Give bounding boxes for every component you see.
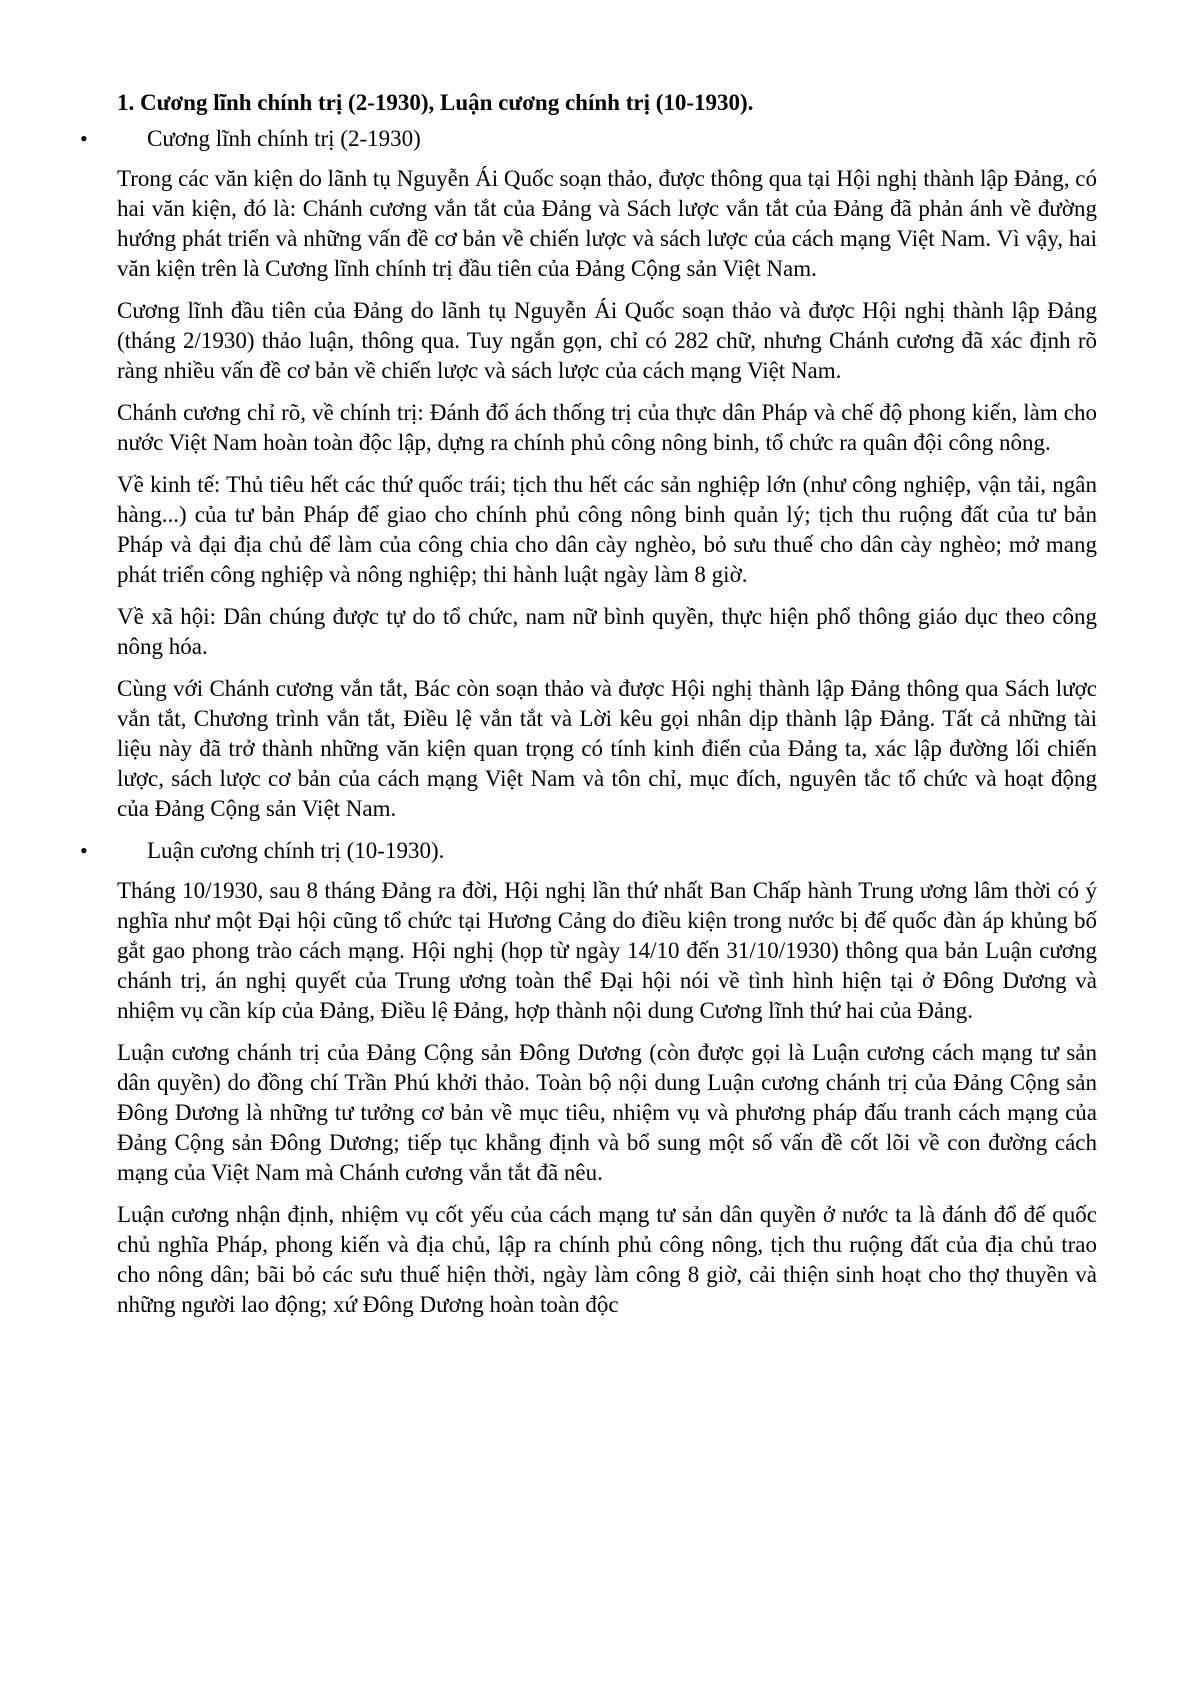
paragraph: Chánh cương chỉ rõ, về chính trị: Đánh đổ ách thống trị của thực dân Pháp và chế độ phong kiến, làm cho nước Việt Nam hoàn toàn độc lập, dựng ra chính phủ công nông binh, tổ chức ra quân đội công nông. xyxy=(117,400,1097,455)
bullet-title: Cương lĩnh chính trị (2-1930) xyxy=(147,126,421,151)
paragraph: Tháng 10/1930, sau 8 tháng Đảng ra đời, Hội nghị lần thứ nhất Ban Chấp hành Trung ương lâm thời có ý nghĩa như một Đại hội cũng tổ chức tại Hương Cảng do điều kiện trong nước bị đế quốc đàn áp khủng bố gắt gao phong trào cách mạng. Hội nghị (họp từ ngày 14/10 đến 31/10/1930) thông qua bản Luận cương chánh trị, án nghị quyết của Trung ương toàn thể Đại hội nói về tình hình hiện tại ở Đông Dương và nhiệm vụ cần kíp của Đảng, Điều lệ Đảng, hợp thành nội dung Cương lĩnh thứ hai của Đảng. xyxy=(117,878,1097,1023)
paragraph: Luận cương nhận định, nhiệm vụ cốt yếu của cách mạng tư sản dân quyền ở nước ta là đánh đổ đế quốc chủ nghĩa Pháp, phong kiến và địa chủ, lập ra chính phủ công nông, tịch thu ruộng đất của địa chủ trao cho nông dân; bãi bỏ các sưu thuế hiện thời, ngày làm công 8 giờ, cải thiện sinh hoạt cho thợ thuyền và những người lao động; xứ Đông Dương hoàn toàn độc xyxy=(117,1202,1097,1317)
bullet-item-luan-cuong xyxy=(80,836,1097,866)
paragraph: Cùng với Chánh cương vắn tắt, Bác còn soạn thảo và được Hội nghị thành lập Đảng thông qua Sách lược vắn tắt, Chương trình vắn tắt, Điều lệ vắn tắt và Lời kêu gọi nhân dịp thành lập Đảng. Tất cả những tài liệu này đã trở thành những văn kiện quan trọng có tính kinh điển của Đảng ta, xác lập đường lối chiến lược, sách lược cơ bản của cách mạng Việt Nam và tôn chỉ, mục đích, nguyên tắc tổ chức và hoạt động của Đảng Cộng sản Việt Nam. xyxy=(117,676,1097,821)
document-content xyxy=(80,88,1098,1332)
paragraph: Về xã hội: Dân chúng được tự do tổ chức, nam nữ bình quyền, thực hiện phổ thông giáo dục theo công nông hóa. xyxy=(117,604,1097,659)
bullet-icon: • xyxy=(80,838,88,863)
section-heading: 1. Cương lĩnh chính trị (2-1930), Luận cương chính trị (10-1930). xyxy=(117,90,754,115)
paragraph: Cương lĩnh đầu tiên của Đảng do lãnh tụ Nguyễn Ái Quốc soạn thảo và được Hội nghị thành lập Đảng (tháng 2/1930) thảo luận, thông qua. Tuy ngắn gọn, chỉ có 282 chữ, nhưng Chánh cương đã xác định rõ ràng nhiều vấn đề cơ bản về chiến lược và sách lược của cách mạng Việt Nam. xyxy=(117,298,1097,383)
bullet-title: Luận cương chính trị (10-1930). xyxy=(147,838,445,863)
paragraph: Về kinh tế: Thủ tiêu hết các thứ quốc trái; tịch thu hết các sản nghiệp lớn (như công nghiệp, vận tải, ngân hàng...) của tư bản Pháp để giao cho chính phủ công nông binh quản lý; tịch thu ruộng đất của tư bản Pháp và đại địa chủ để làm của công chia cho dân cày nghèo, bỏ sưu thuế cho dân cày nghèo; mở mang phát triển công nghiệp và nông nghiệp; thi hành luật ngày làm 8 giờ. xyxy=(117,472,1097,587)
paragraph: Luận cương chánh trị của Đảng Cộng sản Đông Dương (còn được gọi là Luận cương cách mạng tư sản dân quyền) do đồng chí Trần Phú khởi thảo. Toàn bộ nội dung Luận cương chánh trị của Đảng Cộng sản Đông Dương là những tư tưởng cơ bản về mục tiêu, nhiệm vụ và phương pháp đấu tranh cách mạng của Đảng Cộng sản Đông Dương; tiếp tục khẳng định và bổ sung một số vấn đề cốt lõi về con đường cách mạng của Việt Nam mà Chánh cương vắn tắt đã nêu. xyxy=(117,1040,1097,1185)
paragraph: Trong các văn kiện do lãnh tụ Nguyễn Ái Quốc soạn thảo, được thông qua tại Hội nghị thành lập Đảng, có hai văn kiện, đó là: Chánh cương vắn tắt của Đảng và Sách lược vắn tắt của Đảng đã phản ánh về đường hướng phát triển và những vấn đề cơ bản về chiến lược và sách lược của cách mạng Việt Nam. Vì vậy, hai văn kiện trên là Cương lĩnh chính trị đầu tiên của Đảng Cộng sản Việt Nam. xyxy=(117,166,1098,281)
bullet-icon: • xyxy=(80,126,88,151)
bullet-item-cuong-linh xyxy=(80,124,1097,154)
